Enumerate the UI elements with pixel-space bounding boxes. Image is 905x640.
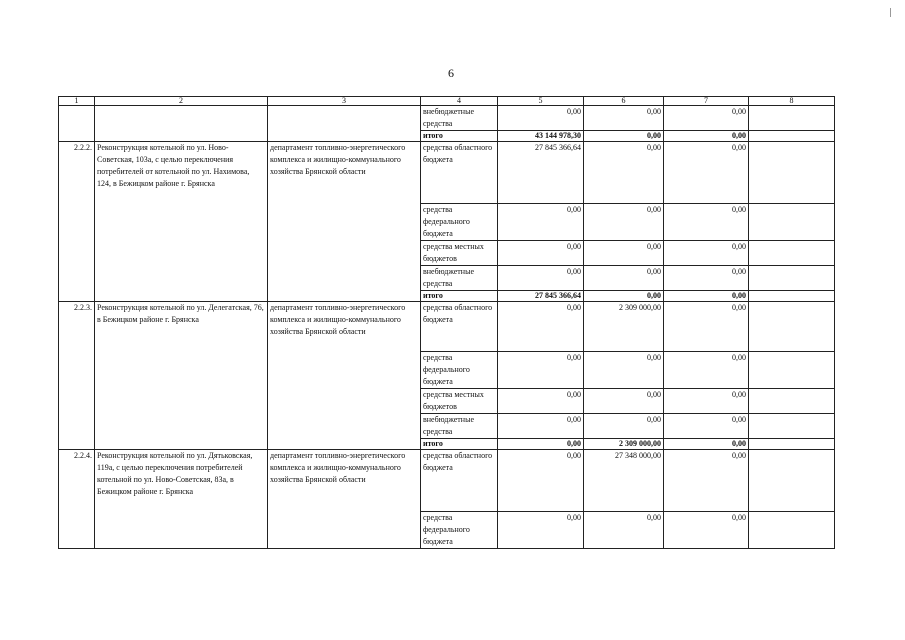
amount-cell: 0,00 [584,512,664,549]
funding-source: итого [421,291,498,302]
item-name: Реконструкция котельной по ул. Делегатская, 76, в Бежицком районе г. Брянска [95,302,268,450]
amount-cell [749,414,835,439]
amount-cell: 0,00 [664,512,749,549]
funding-source: внебюджетные средства [421,414,498,439]
amount-cell: 0,00 [664,439,749,450]
amount-cell: 0,00 [664,389,749,414]
amount-cell: 0,00 [498,266,584,291]
amount-cell: 0,00 [584,266,664,291]
table-row [59,142,835,204]
item-number: 2.2.2. [59,142,95,302]
amount-cell [749,302,835,352]
item-department [268,106,421,142]
item-department: департамент топливно-энергетического комплекса и жилищно-коммунального хозяйства Брянской области [268,302,421,450]
amount-cell: 0,00 [584,389,664,414]
header-row [59,97,835,106]
funding-source: внебюджетные средства [421,106,498,131]
amount-cell: 0,00 [664,291,749,302]
amount-cell [749,142,835,204]
item-number: 2.2.3. [59,302,95,450]
amount-cell: 0,00 [584,414,664,439]
amount-cell: 0,00 [498,106,584,131]
amount-cell [749,352,835,389]
item-name: Реконструкция котельной по ул. Дятьковская, 119а, с целью переключения потребителей котельной по ул. Ново-Советская, 83а, в Бежицком районе г. Брянска [95,450,268,549]
page-number: 6 [448,66,454,80]
amount-cell: 0,00 [664,142,749,204]
item-name [95,106,268,142]
funding-source: внебюджетные средства [421,266,498,291]
funding-source: средства федерального бюджета [421,204,498,241]
funding-source: средства областного бюджета [421,142,498,204]
amount-cell [749,291,835,302]
amount-cell: 0,00 [498,450,584,512]
amount-cell: 0,00 [664,450,749,512]
amount-cell [749,204,835,241]
amount-cell: 0,00 [664,241,749,266]
amount-cell: 2 309 000,00 [584,439,664,450]
amount-cell: 0,00 [664,352,749,389]
item-name: Реконструкция котельной по ул. Ново-Советская, 103а, с целью переключения потребителей от котельной по ул. Нахимова, 124, в Бежицком районе г. Брянска [95,142,268,302]
amount-cell: 0,00 [664,414,749,439]
amount-cell: 0,00 [664,266,749,291]
amount-cell: 27 845 366,64 [498,291,584,302]
funding-source: средства федерального бюджета [421,352,498,389]
column-header: 5 [498,97,584,106]
amount-cell: 0,00 [664,302,749,352]
amount-cell: 0,00 [498,241,584,266]
amount-cell: 0,00 [498,204,584,241]
amount-cell: 27 845 366,64 [498,142,584,204]
table-row [59,302,835,352]
column-header: 7 [664,97,749,106]
table-row [59,450,835,512]
budget-table [58,96,835,549]
funding-source: средства местных бюджетов [421,389,498,414]
item-number [59,106,95,142]
amount-cell: 0,00 [584,291,664,302]
amount-cell: 0,00 [498,389,584,414]
column-header: 1 [59,97,95,106]
amount-cell: 0,00 [498,512,584,549]
column-header: 3 [268,97,421,106]
amount-cell [749,131,835,142]
amount-cell [749,106,835,131]
amount-cell [749,512,835,549]
amount-cell: 0,00 [498,302,584,352]
amount-cell [749,450,835,512]
column-header: 8 [749,97,835,106]
amount-cell [749,439,835,450]
item-number: 2.2.4. [59,450,95,549]
amount-cell: 0,00 [584,142,664,204]
funding-source: итого [421,131,498,142]
item-department: департамент топливно-энергетического комплекса и жилищно-коммунального хозяйства Брянской области [268,450,421,549]
amount-cell: 0,00 [664,204,749,241]
funding-source: средства местных бюджетов [421,241,498,266]
funding-source: средства федерального бюджета [421,512,498,549]
amount-cell: 27 348 000,00 [584,450,664,512]
column-header: 4 [421,97,498,106]
amount-cell: 0,00 [664,106,749,131]
funding-source: средства областного бюджета [421,302,498,352]
column-header: 6 [584,97,664,106]
column-header: 2 [95,97,268,106]
amount-cell [749,389,835,414]
amount-cell [749,241,835,266]
amount-cell: 0,00 [584,204,664,241]
item-department: департамент топливно-энергетического комплекса и жилищно-коммунального хозяйства Брянской области [268,142,421,302]
table-row [59,106,835,131]
amount-cell: 0,00 [584,241,664,266]
amount-cell: 0,00 [584,352,664,389]
scan-mark [890,8,891,17]
amount-cell: 0,00 [498,352,584,389]
amount-cell: 0,00 [664,131,749,142]
funding-source: итого [421,439,498,450]
amount-cell: 43 144 978,30 [498,131,584,142]
amount-cell: 0,00 [498,439,584,450]
funding-source: средства областного бюджета [421,450,498,512]
amount-cell: 0,00 [498,414,584,439]
amount-cell [749,266,835,291]
amount-cell: 0,00 [584,131,664,142]
amount-cell: 2 309 000,00 [584,302,664,352]
amount-cell: 0,00 [584,106,664,131]
